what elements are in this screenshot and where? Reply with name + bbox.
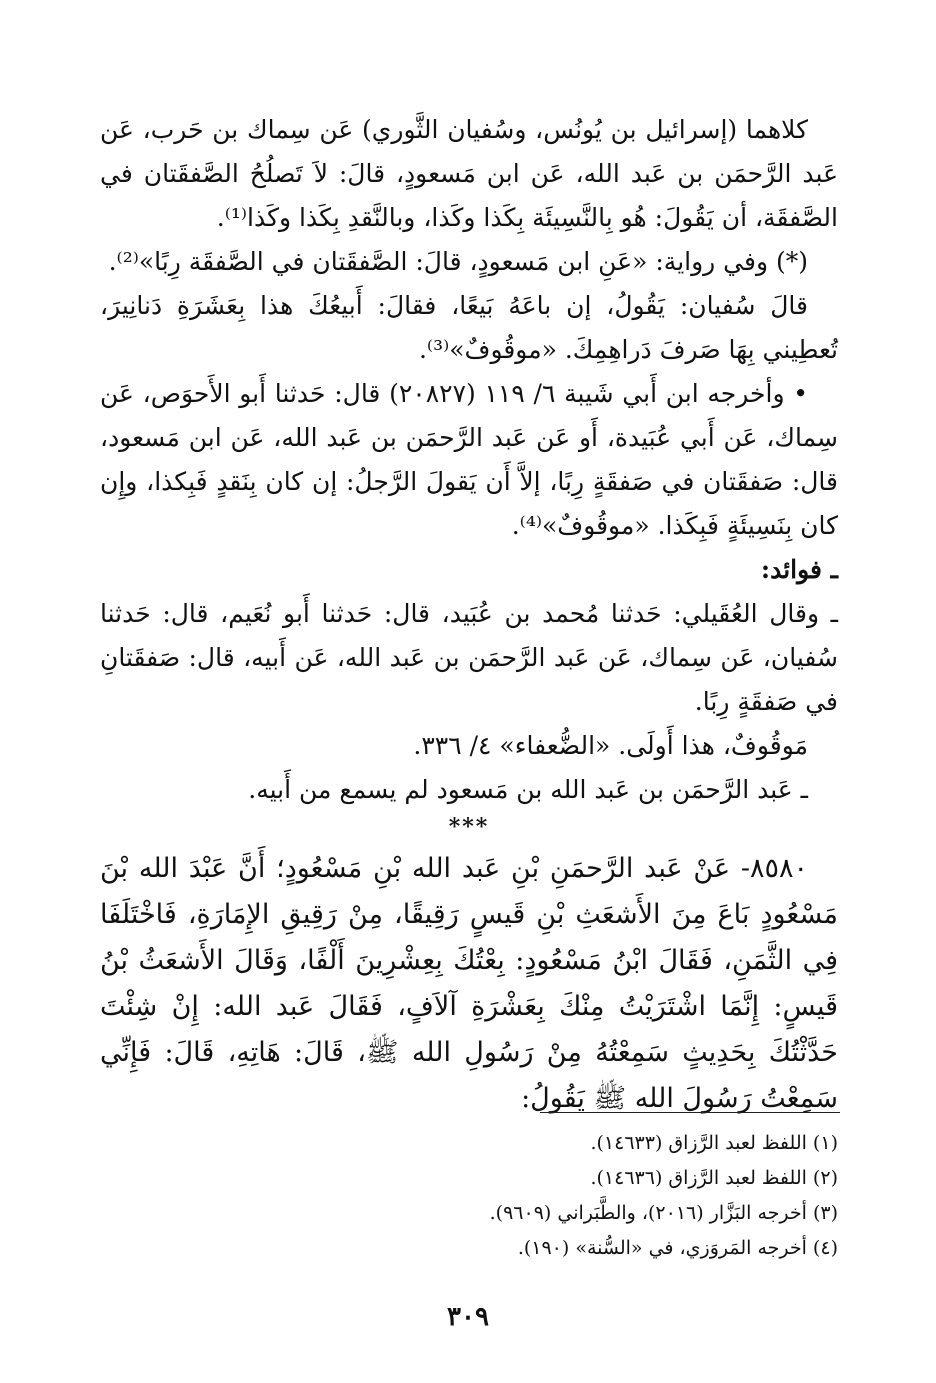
footnote-3: (٣) أخرجه البَزَّار (٢٠١٦)، والطَّبَراني (٩٦٠٩).: [489, 1202, 838, 1224]
paragraph-4: • وأخرجه ابن أَبي شَيبة ٦/ ١١٩ (٢٠٨٢٧) قال: حَدثنا أَبو الأَحوَص، عَن سِماك، عَن أَبي عُبَيدة، أَو عَن عَبد الرَّحمَن بن عَبد الله، عَن ابن مَسعود، قال: صَفقَتان في صَفقَةٍ رِبًا، إلاَّ أَن يَقولَ الرَّجلُ: إن كان بِنَقدٍ فَبِكذا، وإِن كان بِنَسِيئَةٍ فَبِكَذا. «موقُوفٌ»⁽⁴⁾.: [100, 379, 838, 540]
main-text: [100, 108, 838, 1122]
fawaid-item-3: ـ عَبد الرَّحمَن بن عَبد الله بن مَسعود لم يسمع من أَبيه.: [248, 775, 808, 804]
paragraph-2: (*) وفي رواية: «عَنِ ابن مَسعودٍ، قالَ: الصَّفقَتان في الصَّفقَة رِبًا»⁽²⁾.: [108, 247, 808, 276]
footnote-4: (٤) أخرجه المَروَزي، في «السُّنة» (١٩٠).: [517, 1237, 838, 1259]
footnote-separator: [540, 1112, 840, 1113]
fawaid-item-2: مَوقُوفٌ، هذا أَولَى. «الضُّعفاء» ٤/ ٣٣٦.: [413, 731, 808, 760]
footnote-1: (١) اللفظ لعبد الرَّزاق (١٤٦٣٣).: [590, 1132, 838, 1154]
fawaid-item-1: ـ وقال العُقَيلي: حَدثنا مُحمد بن عُبَيد، قال: حَدثنا أَبو نُعَيم، قال: حَدثنا سُفيان، عَن سِماك، عَن عَبد الرَّحمَن بن عَبد الله، عَن أَبيه، قال: صَفقَتانِ في صَفقَةٍ رِبًا.: [100, 599, 838, 716]
page-number: ٣٠٩: [447, 1302, 489, 1332]
hadith-text: ٨٥٨٠- عَنْ عَبد الرَّحمَنِ بْنِ عَبد الله بْنِ مَسْعُودٍ؛ أَنَّ عَبْدَ الله بْنَ مَسْعُودٍ بَاعَ مِنَ الأَشعَثِ بْنِ قَيسٍ رَقِيقًا، مِنْ رَقِيقِ الإِمَارَةِ، فَاخْتَلَفَا فِي الثَّمَنِ، فَقَالَ ابْنُ مَسْعُودٍ: بِعْتُكَ بِعِشْرِينَ أَلْفًا، وَقَالَ الأَشعَثُ بْنُ قَيسٍ: إِنَّمَا اشْتَرَيْتُ مِنْكَ بِعَشْرَةِ آلاَفٍ، فَقَالَ عَبد الله: إِنْ شِئْتَ حَدَّثْتُكَ بِحَدِيثٍ سَمِعْتُهُ مِنْ رَسُولِ الله ﷺ، قَالَ: هَاتِهِ، قَالَ: فَإِنِّي سَمِعْتُ رَسُولَ الله ﷺ يَقُولُ:: [100, 853, 838, 1114]
footnote-2: (٢) اللفظ لعبد الرَّزاق (١٤٦٣٦).: [590, 1167, 838, 1189]
paragraph-1: كلاهما (إسرائيل بن يُونُس، وسُفيان الثَّوري) عَن سِماك بن حَرب، عَن عَبد الرَّحمَن بن عَبد الله، عَن ابن مَسعودٍ، قالَ: لاَ تَصلُحُ الصَّفقَتان في الصَّفقَة، أن يَقُولَ: هُو بِالنَّسِيئَة بِكَذا وكَذا، وبالنَّقدِ بِكَذا وكَذا⁽¹⁾.: [100, 115, 838, 232]
footnotes: [300, 1126, 838, 1266]
paragraph-3: قالَ سُفيان: يَقُولُ، إن باعَهُ بَيعًا، فقالَ: أَبيعُكَ هذا بِعَشَرَةِ دَنانِيرَ، تُعطِيني بِهَا صَرفَ دَراهِمِكَ. «موقُوفٌ»⁽³⁾.: [100, 291, 838, 364]
fawaid-heading: ـ فوائد:: [760, 555, 838, 584]
section-divider: ***: [448, 814, 490, 840]
